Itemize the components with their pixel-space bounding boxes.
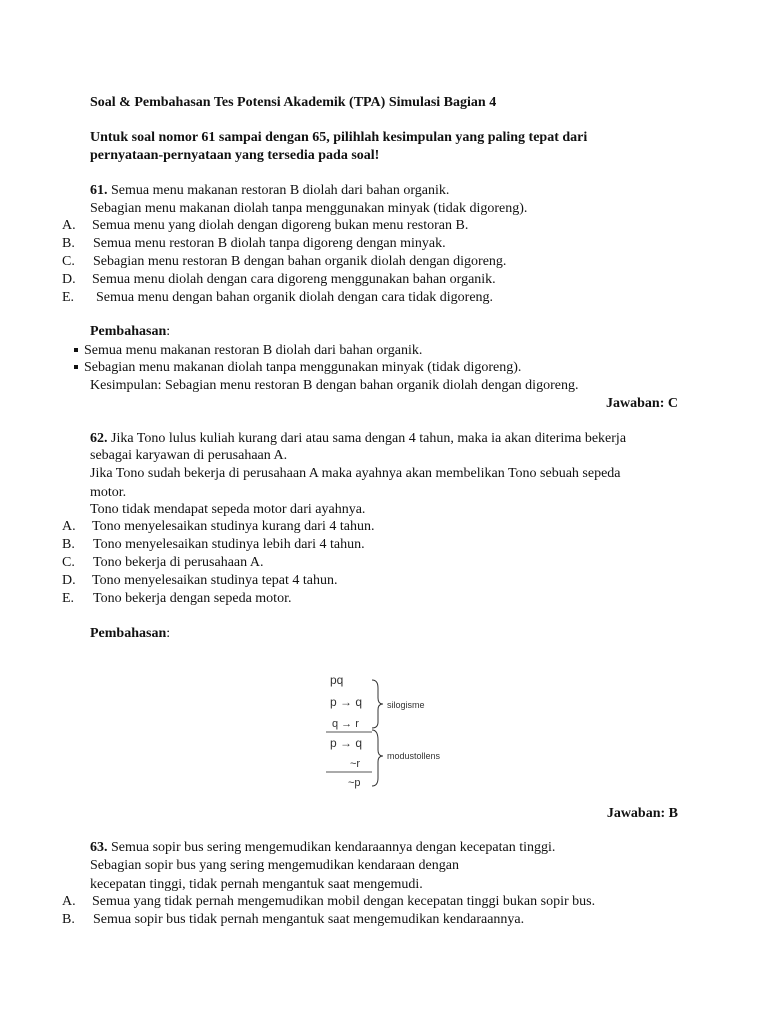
q62-premise-2a: Jika Tono sudah bekerja di perusahaan A maka ayahnya akan membelikan Tono sebuah sepeda [90, 466, 621, 481]
q62-option-b-letter: B. [62, 537, 75, 552]
q61-option-d-letter: D. [62, 272, 76, 287]
q63-option-a-letter: A. [62, 894, 76, 909]
diagram-line-p-implies-q: p → q [330, 695, 363, 709]
diagram-line-pq: pq [330, 673, 344, 687]
q62-premise-2b: motor. [90, 485, 127, 500]
q61-premise-1: Semua menu makanan restoran B diolah dari bahan organik. [111, 183, 450, 198]
q63-option-b: Semua sopir bus tidak pernah mengantuk saat mengemudikan kendaraannya. [93, 912, 525, 927]
q61-option-d: Semua menu diolah dengan cara digoreng menggunakan bahan organik. [92, 272, 496, 287]
q62-option-e-letter: E. [62, 591, 75, 606]
q63-premise-2a: Sebagian sopir bus yang sering mengemudikan kendaraan dengan [90, 858, 459, 873]
q62-pembahasan-heading [90, 625, 170, 642]
q62-option-a: Tono menyelesaikan studinya kurang dari 4 tahun. [92, 519, 375, 534]
diagram-label-modustollens: modustollens [387, 751, 441, 761]
q61-option-e: Semua menu dengan bahan organik diolah dengan cara tidak digoreng. [96, 290, 494, 305]
bullet-icon [74, 348, 78, 352]
q62-premise-1b: sebagai karyawan di perusahaan A. [90, 448, 288, 463]
q61-pembahasan-colon: : [166, 324, 171, 339]
q62-stem-line-1 [90, 430, 626, 447]
instruction-line-2: pernyataan-pernyataan yang tersedia pada soal! [90, 148, 380, 163]
q63-option-a: Semua yang tidak pernah mengemudikan mobil dengan kecepatan tinggi bukan sopir bus. [92, 894, 596, 909]
instruction-line-1: Untuk soal nomor 61 sampai dengan 65, pilihlah kesimpulan yang paling tepat dari [90, 130, 588, 145]
diagram-label-silogisme: silogisme [387, 700, 425, 710]
q62-option-b: Tono menyelesaikan studinya lebih dari 4 tahun. [93, 537, 365, 552]
bullet-icon [74, 365, 78, 369]
q61-bullet-2-text: Sebagian menu makanan diolah tanpa menggunakan minyak (tidak digoreng). [84, 360, 522, 375]
q62-option-e: Tono bekerja dengan sepeda motor. [93, 591, 292, 606]
q62-option-c: Tono bekerja di perusahaan A. [93, 555, 264, 570]
q61-kesimpulan: Kesimpulan: Sebagian menu restoran B dengan bahan organik diolah dengan digoreng. [90, 378, 579, 393]
q63-stem-line-1 [90, 839, 555, 856]
q61-premise-2: Sebagian menu makanan diolah tanpa menggunakan minyak (tidak digoreng). [90, 201, 528, 216]
q61-bullet-2 [74, 359, 521, 376]
q62-option-c-letter: C. [62, 555, 75, 570]
q62-premise-1a: Jika Tono lulus kuliah kurang dari atau sama dengan 4 tahun, maka ia akan diterima bekerja [111, 431, 627, 446]
q62-pembahasan-colon: : [166, 626, 171, 641]
q61-option-c: Sebagian menu restoran B dengan bahan organik diolah dengan digoreng. [93, 254, 507, 269]
q61-bullet-1 [74, 342, 422, 359]
q63-premise-2b: kecepatan tinggi, tidak pernah mengantuk saat mengemudi. [90, 877, 423, 892]
diagram-line-not-r: ~r [350, 758, 361, 770]
q61-pembahasan-heading [90, 323, 170, 340]
q62-premise-3: Tono tidak mendapat sepeda motor dari ayahnya. [90, 502, 366, 517]
q61-number: 61. [90, 183, 108, 198]
q63-number: 63. [90, 840, 108, 855]
q62-option-d-letter: D. [62, 573, 76, 588]
q61-option-b: Semua menu restoran B diolah tanpa digoreng dengan minyak. [93, 236, 446, 251]
diagram-line-q-implies-r: q → r [332, 718, 359, 730]
q62-option-d: Tono menyelesaikan studinya tepat 4 tahun. [92, 573, 338, 588]
brace-modustollens-icon [372, 730, 383, 786]
q61-option-a-letter: A. [62, 218, 76, 233]
q61-pembahasan-label: Pembahasan [90, 324, 167, 339]
q61-option-e-letter: E. [62, 290, 75, 305]
logic-diagram [310, 668, 470, 793]
q62-jawaban: Jawaban: B [606, 806, 678, 821]
q61-option-a: Semua menu yang diolah dengan digoreng bukan menu restoran B. [92, 218, 469, 233]
page-title: Soal & Pembahasan Tes Potensi Akademik (TPA) Simulasi Bagian 4 [90, 95, 497, 110]
q61-option-c-letter: C. [62, 254, 75, 269]
q63-option-b-letter: B. [62, 912, 75, 927]
q62-option-a-letter: A. [62, 519, 76, 534]
q61-jawaban: Jawaban: C [606, 396, 678, 411]
q61-stem-line-1 [90, 182, 449, 199]
diagram-line-not-p: ~p [348, 777, 361, 789]
q63-premise-1: Semua sopir bus sering mengemudikan kendaraannya dengan kecepatan tinggi. [111, 840, 556, 855]
q62-number: 62. [90, 431, 108, 446]
q61-bullet-1-text: Semua menu makanan restoran B diolah dari bahan organik. [84, 343, 423, 358]
diagram-line-p-implies-q-2: p → q [330, 736, 363, 750]
brace-silogisme-icon [372, 680, 383, 728]
q61-option-b-letter: B. [62, 236, 75, 251]
q62-pembahasan-label: Pembahasan [90, 626, 167, 641]
